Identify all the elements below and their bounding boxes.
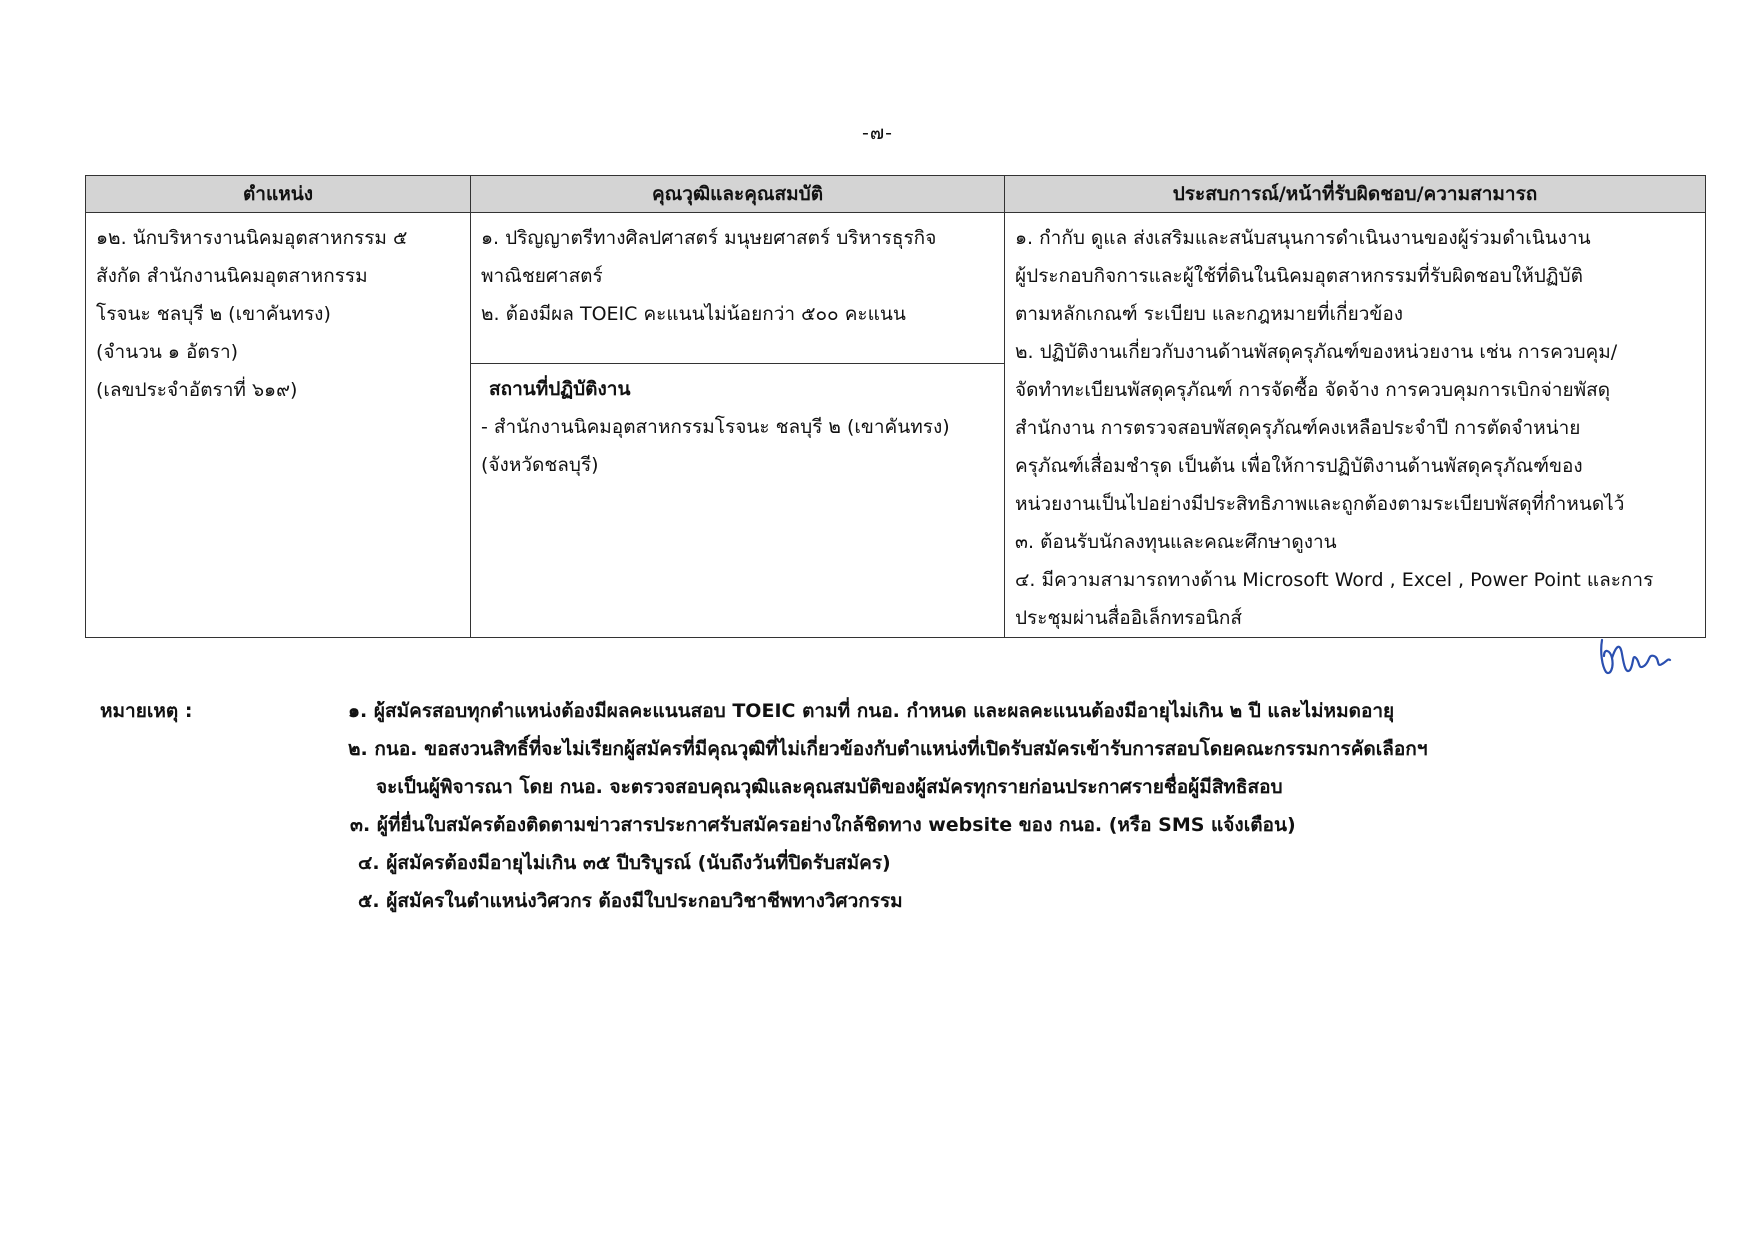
qualification-line: ๑. ปริญญาตรีทางศิลปศาสตร์ มนุษยศาสตร์ บริหารธุรกิจ bbox=[481, 227, 937, 249]
note-item: จะเป็นผู้พิจารณา โดย กนอ. จะตรวจสอบคุณวุฒิและคุณสมบัติของผู้สมัครทุกรายก่อนประกาศรายชื่อผู้มีสิทธิสอบ bbox=[376, 776, 1283, 798]
page-number: -๗- bbox=[862, 122, 893, 144]
note-item: ๓. ผู้ที่ยื่นใบสมัครต้องติดตามข่าวสารประกาศรับสมัครอย่างใกล้ชิดทาง website ของ กนอ. (หรือ SMS แจ้งเตือน) bbox=[350, 814, 1296, 836]
duty-line: ๑. กำกับ ดูแล ส่งเสริมและสนับสนุนการดำเนินงานของผู้ร่วมดำเนินงาน bbox=[1015, 227, 1591, 249]
note-item: ๑. ผู้สมัครสอบทุกตำแหน่งต้องมีผลคะแนนสอบ TOEIC ตามที่ กนอ. กำหนด และผลคะแนนต้องมีอายุไม่เกิน ๒ ปี และไม่หมดอายุ bbox=[348, 700, 1395, 722]
note-item: ๒. กนอ. ขอสงวนสิทธิ์ที่จะไม่เรียกผู้สมัครที่มีคุณวุฒิที่ไม่เกี่ยวข้องกับตำแหน่งที่เปิดรับสมัครเข้ารับการสอบโดยคณะกรรมการคัดเลือกฯ bbox=[348, 738, 1428, 760]
duties-cell bbox=[1005, 213, 1706, 638]
qualification-cell bbox=[471, 213, 1005, 364]
duty-line: ๔. มีความสามารถทางด้าน Microsoft Word , Excel , Power Point และการ bbox=[1015, 569, 1654, 591]
qualification-line: ๒. ต้องมีผล TOEIC คะแนนไม่น้อยกว่า ๕๐๐ คะแนน bbox=[481, 303, 906, 325]
job-table bbox=[85, 175, 1706, 638]
position-line: สังกัด สำนักงานนิคมอุตสาหกรรม bbox=[96, 265, 368, 287]
position-line: ๑๒. นักบริหารงานนิคมอุตสาหกรรม ๕ bbox=[96, 227, 408, 249]
duty-line: จัดทำทะเบียนพัสดุครุภัณฑ์ การจัดซื้อ จัดจ้าง การควบคุมการเบิกจ่ายพัสดุ bbox=[1015, 379, 1611, 401]
table-row bbox=[86, 213, 1706, 364]
location-line: (จังหวัดชลบุรี) bbox=[481, 454, 599, 477]
header-qualification: คุณวุฒิและคุณสมบัติ bbox=[471, 176, 1005, 213]
note-item: ๔. ผู้สมัครต้องมีอายุไม่เกิน ๓๕ ปีบริบูรณ์ (นับถึงวันที่ปิดรับสมัคร) bbox=[358, 852, 891, 874]
duty-line: ประชุมผ่านสื่ออิเล็กทรอนิกส์ bbox=[1015, 607, 1242, 629]
duty-line: หน่วยงานเป็นไปอย่างมีประสิทธิภาพและถูกต้องตามระเบียบพัสดุที่กำหนดไว้ bbox=[1015, 493, 1625, 515]
duty-line: ๓. ต้อนรับนักลงทุนและคณะศึกษาดูงาน bbox=[1015, 531, 1337, 553]
table-header-row bbox=[86, 176, 1706, 213]
header-position: ตำแหน่ง bbox=[86, 176, 471, 213]
duty-line: ตามหลักเกณฑ์ ระเบียบ และกฎหมายที่เกี่ยวข้อง bbox=[1015, 303, 1404, 325]
duty-line: สำนักงาน การตรวจสอบพัสดุครุภัณฑ์คงเหลือประจำปี การตัดจำหน่าย bbox=[1015, 417, 1581, 439]
location-cell bbox=[471, 364, 1005, 638]
duty-line: ผู้ประกอบกิจการและผู้ใช้ที่ดินในนิคมอุตสาหกรรมที่รับผิดชอบให้ปฏิบัติ bbox=[1015, 265, 1583, 287]
location-title: สถานที่ปฏิบัติงาน bbox=[489, 378, 631, 401]
handwritten-signature bbox=[1596, 632, 1674, 682]
duty-line: ครุภัณฑ์เสื่อมชำรุด เป็นต้น เพื่อให้การปฏิบัติงานด้านพัสดุครุภัณฑ์ของ bbox=[1015, 455, 1583, 477]
position-line: (เลขประจำอัตราที่ ๖๑๙) bbox=[96, 379, 298, 401]
position-cell bbox=[86, 213, 471, 638]
position-line: (จำนวน ๑ อัตรา) bbox=[96, 341, 239, 363]
duty-line: ๒. ปฏิบัติงานเกี่ยวกับงานด้านพัสดุครุภัณฑ์ของหน่วยงาน เช่น การควบคุม/ bbox=[1015, 341, 1618, 363]
note-item: ๕. ผู้สมัครในตำแหน่งวิศวกร ต้องมีใบประกอบวิชาชีพทางวิศวกรรม bbox=[358, 890, 903, 912]
position-line: โรจนะ ชลบุรี ๒ (เขาคันทรง) bbox=[96, 303, 331, 325]
qualification-line: พาณิชยศาสตร์ bbox=[481, 265, 603, 287]
header-duties: ประสบการณ์/หน้าที่รับผิดชอบ/ความสามารถ bbox=[1005, 176, 1706, 213]
notes-label: หมายเหตุ : bbox=[100, 700, 193, 722]
location-line: - สำนักงานนิคมอุตสาหกรรมโรจนะ ชลบุรี ๒ (เขาคันทรง) bbox=[481, 416, 950, 439]
